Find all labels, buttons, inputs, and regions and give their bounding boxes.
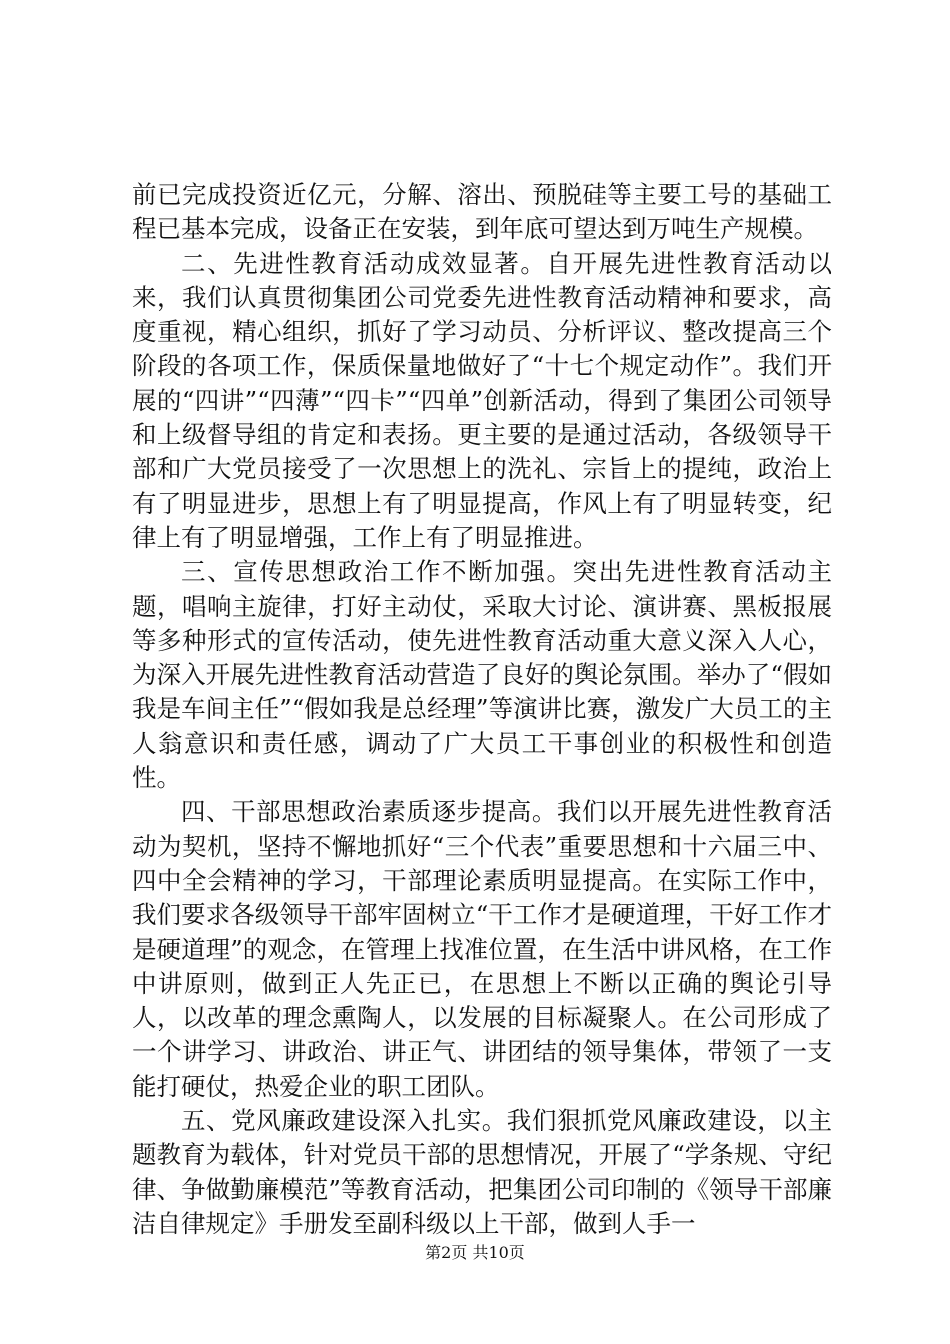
paragraph-3: 三、宣传思想政治工作不断加强。突出先进性教育活动主题，唱响主旋律，打好主动仗，采取大讨论、演讲赛、黑板报展等多种形式的宣传活动，使先进性教育活动重大意义深入人心，为深入开展先进性教育活动营造了良好的舆论氛围。举办了“假如我是车间主任”“假如我是总经理”等演讲比赛，激发广大员工的主人翁意识和责任感，调动了广大员工干事创业的积极性和创造性。 — [132, 557, 832, 793]
paragraph-1: 前已完成投资近亿元，分解、溶出、预脱硅等主要工号的基础工程已基本完成，设备正在安装，到年底可望达到万吨生产规模。 — [132, 180, 832, 244]
paragraph-5: 五、党风廉政建设深入扎实。我们狠抓党风廉政建设，以主题教育为载体，针对党员干部的思想情况，开展了“学条规、守纪律、争做勤廉模范”等教育活动，把集团公司印制的《领导干部廉洁自律规定》手册发至副科级以上干部，做到人手一 — [132, 1106, 832, 1238]
paragraph-2: 二、先进性教育活动成效显著。自开展先进性教育活动以来，我们认真贯彻集团公司党委先进性教育活动精神和要求，高度重视，精心组织，抓好了学习动员、分析评议、整改提高三个阶段的各项工作，保质保量地做好了“十七个规定动作”。我们开展的“四讲”“四薄”“四卡”“四单”创新活动，得到了集团公司领导和上级督导组的肯定和表扬。更主要的是通过活动，各级领导干部和广大党员接受了一次思想上的洗礼、宗旨上的提纯，政治上有了明显进步，思想上有了明显提高，作风上有了明显转变，纪律上有了明显增强，工作上有了明显推进。 — [132, 248, 832, 552]
document-body — [132, 178, 832, 1241]
paragraph-4: 四、干部思想政治素质逐步提高。我们以开展先进性教育活动为契机，坚持不懈地抓好“三个代表”重要思想和十六届三中、四中全会精神的学习，干部理论素质明显提高。在实际工作中，我们要求各级领导干部牢固树立“干工作才是硬道理，干好工作才是硬道理”的观念，在管理上找准位置，在生活中讲风格，在工作中讲原则，做到正人先正已，在思想上不断以正确的舆论引导人，以改革的理念熏陶人，以发展的目标凝聚人。在公司形成了一个讲学习、讲政治、讲正气、讲团结的领导集体，带领了一支能打硬仗，热爱企业的职工团队。 — [132, 797, 832, 1101]
page-number-footer: 第2页 共10页 — [425, 1243, 525, 1262]
